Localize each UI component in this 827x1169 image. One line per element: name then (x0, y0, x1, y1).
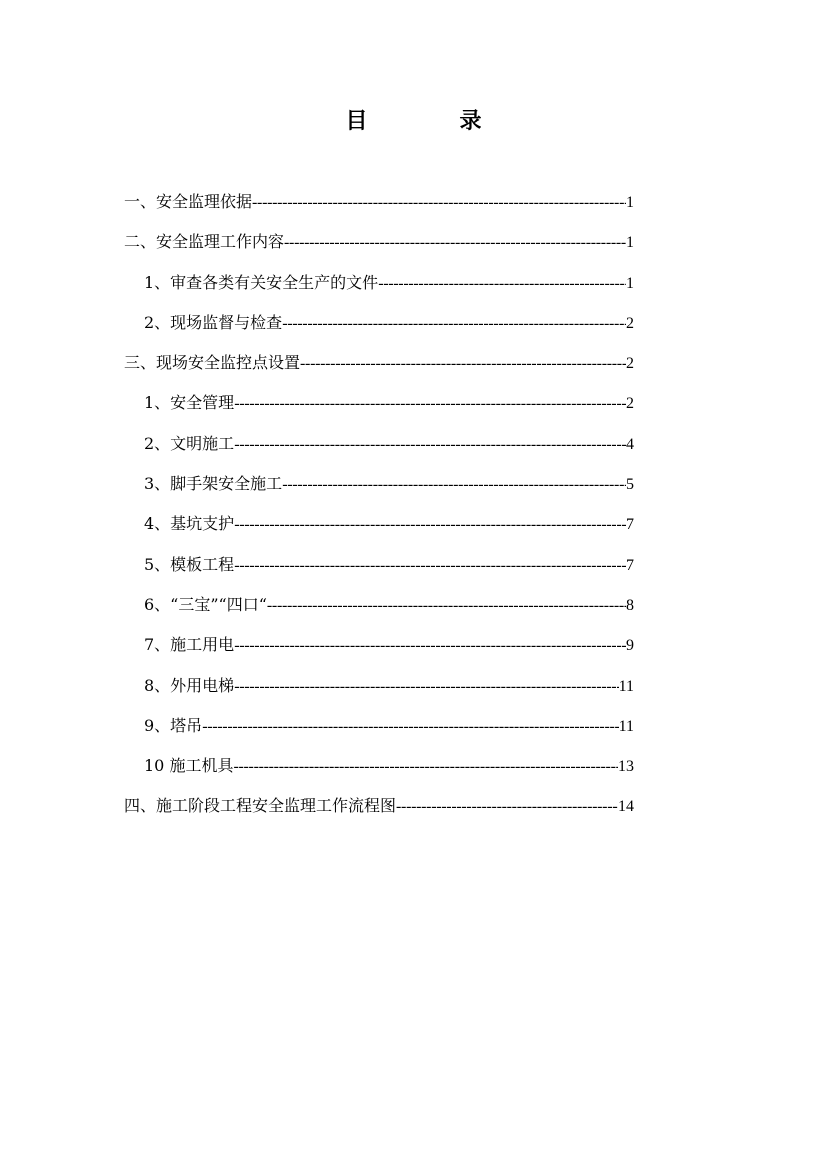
toc-entry-title: 一、安全监理依据 (124, 192, 253, 211)
toc-leader-dashes (267, 590, 626, 622)
toc-entry[interactable] (124, 347, 634, 387)
toc-entry-title: 7、施工用电 (144, 635, 235, 655)
toc-page-number: 9 (626, 637, 634, 655)
toc-leader-dashes (378, 268, 626, 300)
toc-page-number: 7 (626, 516, 634, 534)
toc-entry[interactable] (124, 670, 634, 710)
title-char-left: 目 (345, 108, 368, 134)
toc-entry-title: 二、安全监理工作内容 (124, 232, 285, 252)
toc-entry[interactable] (124, 387, 634, 427)
toc-entry[interactable] (124, 468, 634, 508)
toc-page-number: 2 (626, 355, 634, 373)
toc-entry[interactable] (124, 307, 634, 347)
toc-page-number: 4 (626, 435, 634, 453)
toc-entry-title: 8、外用电梯 (144, 675, 235, 695)
toc-page-number: 1 (626, 194, 634, 211)
title-char-right: 录 (459, 108, 482, 134)
toc-entry[interactable] (124, 428, 634, 468)
toc-leader-dashes (234, 671, 618, 703)
toc-leader-dashes (300, 348, 626, 380)
toc-leader-dashes (234, 550, 626, 582)
toc-entry-title: 3、脚手架安全施工 (144, 474, 283, 494)
toc-entry[interactable] (124, 226, 634, 266)
toc-leader-dashes (282, 308, 626, 340)
toc-page-number: 1 (626, 274, 634, 292)
toc-entry[interactable] (124, 267, 634, 307)
toc-leader-dashes (233, 751, 618, 783)
toc-entry-title: 三、现场安全监控点设置 (124, 353, 301, 373)
toc-entry[interactable] (124, 589, 634, 629)
toc-entry-title: 1、安全管理 (144, 393, 235, 413)
toc-entry-title: 10 施工机具 (144, 756, 234, 776)
toc-page-number: 8 (626, 596, 634, 614)
page-title (0, 104, 827, 135)
toc-entry[interactable] (124, 790, 634, 830)
toc-entry-title: 4、基坑支护 (144, 514, 235, 534)
toc-leader-dashes (396, 791, 618, 823)
toc-leader-dashes (252, 187, 626, 219)
toc-page-number: 5 (626, 476, 634, 494)
toc-entry-title: 四、施工阶段工程安全监理工作流程图 (124, 796, 397, 816)
toc-entry-title: 1、审查各类有关安全生产的文件 (144, 272, 379, 292)
toc-entry-title: 2、文明施工 (144, 433, 235, 453)
toc-entry-title: 5、模板工程 (144, 554, 235, 574)
toc-page-number: 2 (626, 314, 634, 332)
toc-leader-dashes (284, 227, 626, 259)
toc-leader-dashes (202, 711, 618, 743)
toc-entry[interactable] (124, 710, 634, 750)
toc-page-number: 13 (618, 758, 634, 776)
toc-entry[interactable] (124, 750, 634, 790)
toc-leader-dashes (234, 509, 626, 541)
toc-page-number: 11 (618, 717, 634, 735)
toc-entry[interactable] (124, 629, 634, 669)
toc-entry[interactable] (124, 508, 634, 548)
toc-leader-dashes (282, 469, 626, 501)
toc-entry[interactable] (124, 549, 634, 589)
toc-page-number: 11 (618, 677, 634, 695)
toc-leader-dashes (234, 388, 626, 420)
toc-leader-dashes (234, 429, 626, 461)
toc-page-number: 1 (626, 234, 634, 252)
toc-entry-title: 9、塔吊 (144, 715, 203, 735)
toc-entry-title: 2、现场监督与检查 (144, 312, 283, 332)
toc-page-number: 14 (618, 798, 634, 816)
toc-leader-dashes (234, 630, 626, 662)
toc-entry-title: 6、“三宝”“四口“ (144, 594, 267, 614)
toc-page-number: 7 (626, 556, 634, 574)
toc-entry[interactable] (124, 186, 634, 226)
toc-page-number: 2 (626, 395, 634, 413)
table-of-contents (124, 186, 634, 831)
